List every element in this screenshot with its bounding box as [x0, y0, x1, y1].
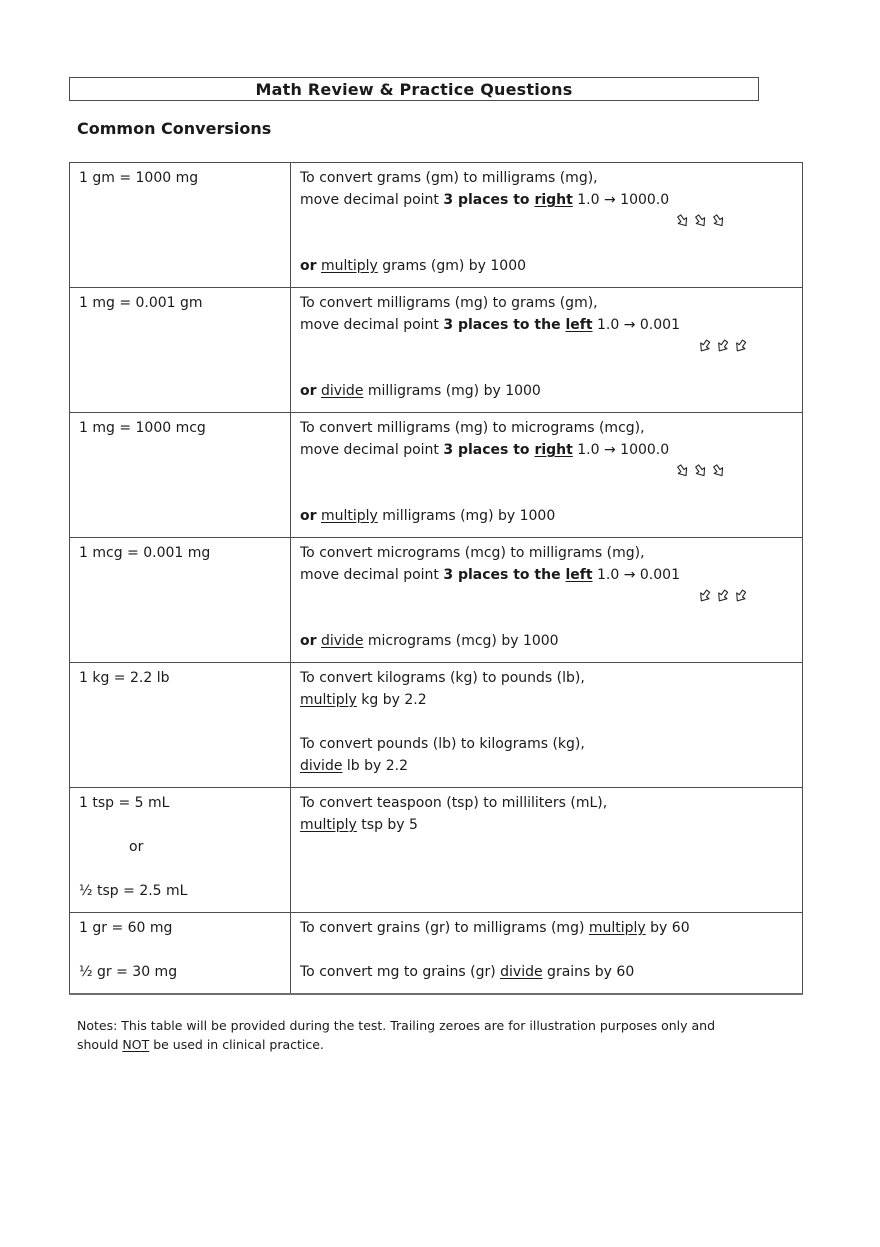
shift-right-arrow-icon	[693, 463, 708, 479]
text-run: To convert grams (gm) to milligrams (mg),	[300, 170, 598, 186]
text-run: To convert milligrams (mg) to micrograms (mcg),	[300, 420, 645, 436]
text-run: right	[534, 192, 573, 208]
text-run: grains by 60	[542, 964, 635, 980]
text-line	[300, 630, 794, 652]
decimal-shift-arrows	[300, 211, 794, 233]
text-run: multiply	[588, 920, 646, 936]
text-run: 1.0 → 0.001	[592, 317, 680, 333]
table-row	[70, 663, 803, 788]
text-run: 1 gr = 60 mg	[79, 920, 173, 936]
text-run: milligrams (mg) by 1000	[363, 383, 541, 399]
text-line	[300, 667, 794, 689]
conversion-cell	[70, 913, 291, 995]
notes-text	[77, 1016, 809, 1054]
text-run: divide	[500, 964, 543, 980]
text-run: To convert pounds (lb) to kilograms (kg),	[300, 736, 585, 752]
text-run: 1 kg = 2.2 lb	[79, 670, 170, 686]
text-line	[79, 167, 282, 189]
text-run: 1 mcg = 0.001 mg	[79, 545, 211, 561]
text-line	[300, 505, 794, 527]
text-run: or	[129, 839, 144, 855]
text-line	[300, 233, 794, 255]
text-run: 1.0 → 0.001	[592, 567, 680, 583]
conversion-cell	[70, 288, 291, 413]
text-line	[300, 564, 794, 586]
text-run: 3 places to the	[443, 567, 566, 583]
text-run: or	[300, 383, 317, 399]
text-line	[79, 961, 282, 983]
text-run: move decimal point	[300, 317, 444, 333]
conversion-cell	[70, 788, 291, 913]
shift-right-arrow-icon	[675, 213, 690, 229]
text-line	[300, 167, 794, 189]
shift-right-arrow-icon	[711, 463, 726, 479]
text-line	[79, 858, 282, 880]
text-run: To convert milligrams (mg) to grams (gm),	[300, 295, 598, 311]
text-run: lb by 2.2	[342, 758, 409, 774]
text-run: grams (gm) by 1000	[377, 258, 527, 274]
text-line	[300, 417, 794, 439]
text-run: or	[300, 633, 317, 649]
conversion-cell	[70, 538, 291, 663]
text-line	[79, 542, 282, 564]
shift-left-arrow-icon	[733, 338, 748, 354]
text-run: ½ gr = 30 mg	[79, 964, 178, 980]
text-run: NOT	[122, 1037, 150, 1052]
conversion-cell	[70, 663, 291, 788]
shift-left-arrow-icon	[715, 588, 730, 604]
shift-right-arrow-icon	[693, 213, 708, 229]
decimal-shift-arrows	[300, 336, 794, 358]
text-line	[300, 733, 794, 755]
text-run: 3 places to the	[443, 317, 566, 333]
text-run: multiply	[320, 508, 378, 524]
text-run: tsp by 5	[356, 817, 418, 833]
text-line	[300, 961, 794, 983]
text-line	[300, 483, 794, 505]
table-row	[70, 913, 803, 995]
text-line	[79, 792, 282, 814]
section-heading: Common Conversions	[77, 119, 272, 138]
text-run: To convert mg to grains (gr)	[300, 964, 501, 980]
text-run: left	[565, 317, 593, 333]
text-run: 1 tsp = 5 mL	[79, 795, 170, 811]
text-line	[79, 917, 282, 939]
explanation-cell	[291, 288, 803, 413]
text-run: divide	[320, 633, 364, 649]
explanation-cell	[291, 538, 803, 663]
text-line	[300, 380, 794, 402]
text-line	[300, 439, 794, 461]
decimal-shift-arrows	[300, 461, 794, 483]
shift-left-arrow-icon	[733, 588, 748, 604]
title-box	[69, 77, 759, 101]
text-line	[300, 255, 794, 277]
text-run: 1 mg = 0.001 gm	[79, 295, 203, 311]
text-line	[79, 939, 282, 961]
text-run: 1 gm = 1000 mg	[79, 170, 199, 186]
text-line	[300, 917, 794, 939]
text-run: move decimal point	[300, 567, 444, 583]
table-row	[70, 788, 803, 913]
text-run: be used in clinical practice.	[149, 1037, 324, 1052]
text-line	[300, 608, 794, 630]
shift-right-arrow-icon	[711, 213, 726, 229]
text-run: divide	[300, 758, 343, 774]
text-line	[79, 292, 282, 314]
text-line	[79, 417, 282, 439]
text-line	[79, 667, 282, 689]
text-run: or	[300, 508, 317, 524]
explanation-cell	[291, 788, 803, 913]
shift-left-arrow-icon	[697, 588, 712, 604]
page-title: Math Review & Practice Questions	[255, 79, 573, 99]
shift-left-arrow-icon	[715, 338, 730, 354]
text-run: or	[300, 258, 317, 274]
text-run: To convert teaspoon (tsp) to milliliters (mL),	[300, 795, 608, 811]
text-run: 1 mg = 1000 mcg	[79, 420, 206, 436]
text-run: move decimal point	[300, 192, 444, 208]
conversion-cell	[70, 163, 291, 288]
text-line	[300, 689, 794, 711]
text-line	[300, 542, 794, 564]
decimal-shift-arrows	[300, 586, 794, 608]
text-line	[300, 755, 794, 777]
text-line	[300, 939, 794, 961]
text-run: kg by 2.2	[356, 692, 427, 708]
shift-right-arrow-icon	[675, 463, 690, 479]
text-run: 3 places to	[443, 192, 535, 208]
text-line	[300, 189, 794, 211]
explanation-cell	[291, 913, 803, 995]
text-run: multiply	[320, 258, 378, 274]
text-run: 1.0 → 1000.0	[572, 192, 670, 208]
text-run: To convert micrograms (mcg) to milligrams (mg),	[300, 545, 645, 561]
table-row	[70, 538, 803, 663]
text-line	[300, 358, 794, 380]
text-run: move decimal point	[300, 442, 444, 458]
text-line	[300, 292, 794, 314]
text-run: multiply	[300, 817, 357, 833]
explanation-cell	[291, 413, 803, 538]
text-run: by 60	[645, 920, 690, 936]
text-run: left	[565, 567, 593, 583]
text-run: Notes: This table will be provided during the test. Trailing zeroes are for illustration purposes only and	[77, 1018, 716, 1033]
explanation-cell	[291, 163, 803, 288]
text-run: 3 places to	[443, 442, 535, 458]
text-run: micrograms (mcg) by 1000	[363, 633, 559, 649]
conversion-cell	[70, 413, 291, 538]
text-line	[79, 814, 282, 836]
text-run: right	[534, 442, 573, 458]
text-line	[300, 792, 794, 814]
text-run: 1.0 → 1000.0	[572, 442, 670, 458]
table-row	[70, 413, 803, 538]
text-run: multiply	[300, 692, 357, 708]
text-line	[300, 711, 794, 733]
text-run: milligrams (mg) by 1000	[377, 508, 556, 524]
text-run: To convert grains (gr) to milligrams (mg)	[300, 920, 589, 936]
text-line	[300, 814, 794, 836]
conversions-table	[69, 162, 803, 995]
shift-left-arrow-icon	[697, 338, 712, 354]
text-line	[300, 314, 794, 336]
text-run: To convert kilograms (kg) to pounds (lb),	[300, 670, 585, 686]
table-row	[70, 288, 803, 413]
text-line	[79, 880, 282, 902]
text-line	[79, 836, 282, 858]
text-run: divide	[320, 383, 364, 399]
table-row	[70, 163, 803, 288]
text-run: ½ tsp = 2.5 mL	[79, 883, 188, 899]
explanation-cell	[291, 663, 803, 788]
text-run: should	[77, 1037, 123, 1052]
